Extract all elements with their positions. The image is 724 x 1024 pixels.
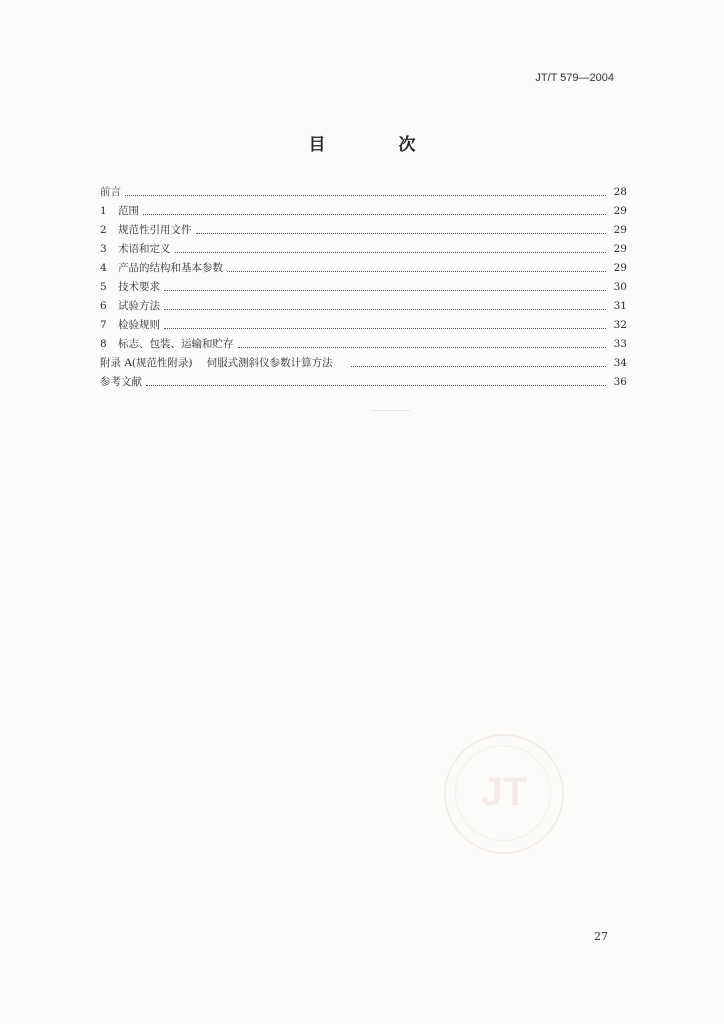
- toc-entry-page: 33: [613, 338, 627, 350]
- toc-entry-page: 29: [613, 243, 627, 255]
- dot-leader: [227, 271, 606, 272]
- dot-leader: [125, 195, 606, 196]
- toc-entry-label: 前言: [100, 186, 121, 198]
- toc-entry-bibliography[interactable]: [100, 370, 627, 389]
- dot-leader: [164, 328, 606, 329]
- toc-entry-terms[interactable]: [100, 237, 627, 256]
- toc-entry-label: 试验方法: [118, 300, 160, 312]
- toc-entry-page: 29: [613, 262, 627, 274]
- table-of-contents: [100, 180, 627, 389]
- toc-entry-number: 6: [100, 300, 107, 312]
- toc-entry-inspection-rules[interactable]: [100, 313, 627, 332]
- toc-entry-annex-a[interactable]: [100, 351, 627, 370]
- toc-entry-number: 7: [100, 319, 107, 331]
- toc-entry-label: 检验规则: [118, 319, 160, 331]
- toc-entry-test-methods[interactable]: [100, 294, 627, 313]
- toc-entry-label: 参考文献: [100, 376, 142, 388]
- dot-leader: [175, 252, 607, 253]
- toc-entry-number: 2: [100, 224, 107, 236]
- dot-leader: [238, 347, 607, 348]
- dot-leader: [351, 366, 606, 367]
- toc-title: 目 次: [308, 135, 444, 155]
- standard-code: JT/T 579—2004: [535, 72, 614, 84]
- dot-leader: [143, 214, 606, 215]
- toc-entry-label: 技术要求: [118, 281, 160, 293]
- toc-entry-normative-references[interactable]: [100, 218, 627, 237]
- toc-entry-page: 32: [613, 319, 627, 331]
- toc-entry-structure[interactable]: [100, 256, 627, 275]
- toc-entry-page: 36: [613, 376, 627, 388]
- toc-entry-annex-title: 伺服式测斜仪参数计算方法: [206, 357, 333, 369]
- toc-entry-number: 8: [100, 338, 107, 350]
- toc-entry-marking-packaging[interactable]: [100, 332, 627, 351]
- toc-entry-foreword[interactable]: [100, 180, 627, 199]
- toc-entry-label: 术语和定义: [118, 243, 171, 255]
- toc-entry-label: 产品的结构和基本参数: [118, 262, 223, 274]
- dot-leader: [164, 290, 606, 291]
- jt-watermark-seal: [444, 734, 564, 854]
- toc-entry-label: 标志、包装、运输和贮存: [118, 338, 234, 350]
- toc-entry-number: 3: [100, 243, 107, 255]
- toc-entry-number: 4: [100, 262, 107, 274]
- toc-entry-label: 范围: [118, 205, 139, 217]
- toc-entry-label: 附录 A(规范性附录): [100, 357, 193, 369]
- dot-leader: [196, 233, 607, 234]
- toc-entry-label: 规范性引用文件: [118, 224, 192, 236]
- toc-entry-number: 1: [100, 205, 107, 217]
- dot-leader: [164, 309, 606, 310]
- page-number: 27: [594, 930, 608, 943]
- toc-entry-page: 29: [613, 205, 627, 217]
- toc-entry-page: 34: [613, 357, 627, 369]
- toc-entry-page: 29: [613, 224, 627, 236]
- scan-speck: [370, 410, 410, 411]
- toc-entry-page: 28: [613, 186, 627, 198]
- toc-entry-page: 31: [613, 300, 627, 312]
- toc-entry-scope[interactable]: [100, 199, 627, 218]
- toc-entry-number: 5: [100, 281, 107, 293]
- toc-entry-technical-requirements[interactable]: [100, 275, 627, 294]
- watermark-logo-text: JT: [480, 770, 528, 814]
- dot-leader: [146, 385, 606, 386]
- toc-entry-page: 30: [613, 281, 627, 293]
